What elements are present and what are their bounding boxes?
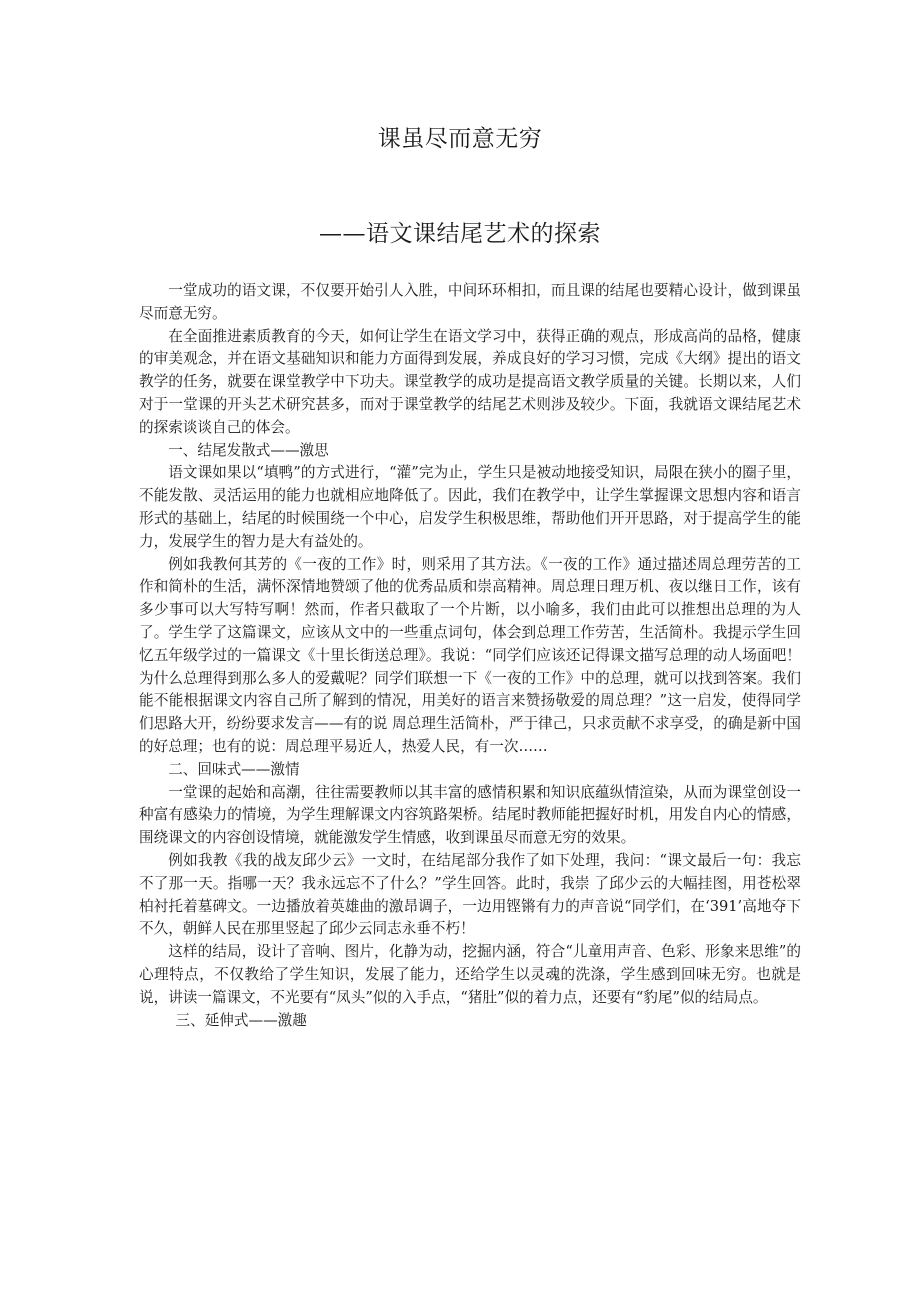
section-heading: 三、延伸式——激趣 <box>175 1011 307 1029</box>
paragraph: 一堂课的起始和高潮，往往需要教师以其丰富的感情积累和知识底蕴纵情渲染，从而为课堂创设一种富有感染力的情境，为学生理解课文内容筑路架桥。结尾时教师能把握好时机，用发自内心的情感，围绕课文的内容创设情境，就能激发学生情感，收到课虽尽而意无穷的效果。 <box>139 783 801 847</box>
section-heading: 二、回味式——激情 <box>168 760 300 778</box>
article-body <box>139 280 801 1032</box>
page-subtitle: ——语文课结尾艺术的探索 <box>319 221 601 247</box>
paragraph: 在全面推进素质教育的今天，如何让学生在语文学习中，获得正确的观点，形成高尚的品格，健康的审美观念，并在语文基础知识和能力方面得到发展，养成良好的学习习惯，完成《大纲》提出的语文教学的任务，就要在课堂教学中下功夫。课堂教学的成功是提高语文教学质量的关键。长期以来，人们对于一堂课的开头艺术研究甚多，而对于课堂教学的结尾艺术则涉及较少。下面，我就语文课结尾艺术的探索谈谈自己的体会。 <box>139 327 801 436</box>
section-heading: 一、结尾发散式——激思 <box>168 441 329 459</box>
page-title: 课虽尽而意无穷 <box>377 126 543 152</box>
paragraph: 一堂成功的语文课，不仅要开始引人入胜，中间环环相扣，而且课的结尾也要精心设计，做到课虽尽而意无穷。 <box>139 282 801 322</box>
paragraph: 例如我教何其芳的《一夜的工作》时，则采用了其方法。《一夜的工作》通过描述周总理劳苦的工作和简朴的生活，满怀深情地赞颂了他的优秀品质和崇高精神。周总理日理万机、夜以继日工作，该有多少事可以大写特写啊！然而，作者只截取了一个片断，以小喻多，我们由此可以推想出总理的为人了。学生学了这篇课文，应该从文中的一些重点词句，体会到总理工作劳苦，生活简朴。我提示学生回忆五年级学过的一篇课文《十里长街送总理》。我说：“同学们应该还记得课文描写总理的动人场面吧！为什么总理得到那么多人的爱戴呢？同学们联想一下《一夜的工作》中的总理，就可以找到答案。我们能不能根据课文内容自己所了解到的情况，用美好的语言来赞扬敬爱的周总理？”这一启发，使得同学们思路大开，纷纷要求发言——有的说 周总理生活简朴，严于律己，只求贡献不求享受，的确是新中国的好总理；也有的说：周总理平易近人，热爱人民，有一次…… <box>139 555 801 755</box>
paragraph: 这样的结局，设计了音响、图片，化静为动，挖掘内涵，符合“儿童用声音、色彩、形象来思维”的心理特点，不仅教给了学生知识，发展了能力，还给学生以灵魂的洗涤，学生感到回味无穷。也就是说，讲读一篇课文，不光要有“凤头”似的入手点，“猪肚”似的着力点，还要有“豹尾”似的结局点。 <box>139 943 801 1006</box>
paragraph: 语文课如果以“填鸭”的方式进行，“灌”完为止，学生只是被动地接受知识，局限在狭小的圈子里，不能发散、灵活运用的能力也就相应地降低了。因此，我们在教学中，让学生掌握课文思想内容和语言形式的基础上，结尾的时候围绕一个中心，启发学生积极思维，帮助他们开开思路，对于提高学生的能力，发展学生的智力是大有益处的。 <box>139 464 801 550</box>
paragraph: 例如我教《我的战友邱少云》一文时，在结尾部分我作了如下处理，我问：“课文最后一句：我忘不了那一天。指哪一天？我永远忘不了什么？”学生回答。此时，我崇 了邱少云的大幅挂图，用苍松翠柏衬托着墓碑文。一边播放着英雄曲的激昂调子，一边用铿锵有力的声音说“同学们，在‘391’高地夺下不久，朝鲜人民在那里竖起了邱少云同志永垂不朽！ <box>139 851 801 938</box>
